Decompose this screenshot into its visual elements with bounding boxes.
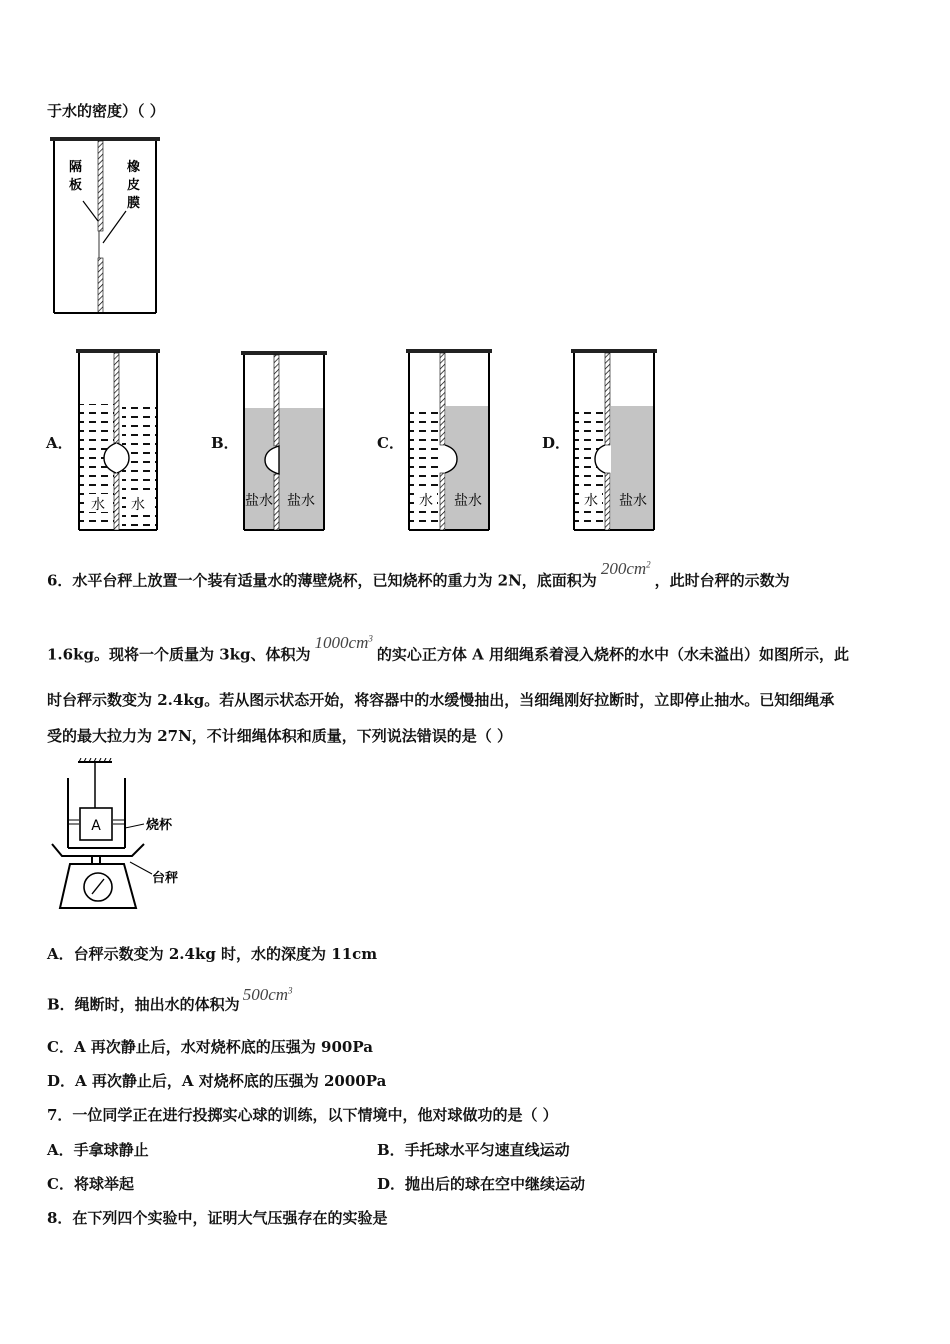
- q7-option-b[interactable]: B．手托球水平匀速直线运动: [377, 1141, 570, 1159]
- q5-option-d-figure[interactable]: [571, 346, 659, 532]
- q6-line2: 1.6kg。现将一个质量为 3kg、体积为$1000cm^3$的实心正方体 A 用细绳系着浸入烧杯的水中（水未溢出）如图所示，此: [47, 632, 849, 664]
- option-a-right-label: 水: [131, 497, 145, 513]
- q6-option-a[interactable]: A．台秤示数变为 2.4kg 时，水的深度为 11cm: [47, 945, 378, 963]
- q6-volume-formula: $1000cm^3$: [314, 632, 373, 652]
- q6-option-d[interactable]: D．A 再次静止后，A 对烧杯底的压强为 2000Pa: [47, 1072, 387, 1090]
- q6-line4: 受的最大拉力为 27N，不计细绳体积和质量，下列说法错误的是（ ）: [47, 727, 513, 745]
- intro-line: 于水的密度）（ ）: [47, 102, 165, 120]
- option-c-left-label: 水: [419, 493, 433, 509]
- option-b-right-label: 盐水: [287, 493, 315, 509]
- q5-option-c-figure[interactable]: [406, 346, 494, 532]
- q6-option-b-formula: $500cm^3$: [242, 984, 293, 1004]
- q6-line3: 时台秤示数变为 2.4kg。若从图示状态开始，将容器中的水缓慢抽出，当细绳刚好拉断时，立即停止抽水。已知细绳承: [47, 691, 835, 709]
- block-a-label: A: [91, 818, 101, 834]
- q7-option-d[interactable]: D．抛出后的球在空中继续运动: [377, 1175, 586, 1193]
- q5-option-a-letter[interactable]: A．: [46, 434, 73, 452]
- q7-option-c[interactable]: C．将球举起: [47, 1175, 134, 1193]
- q5-option-b-letter[interactable]: B．: [211, 434, 239, 452]
- partition-label-2: 板: [69, 178, 83, 193]
- scale-label: 台秤: [152, 871, 179, 886]
- beaker-label: 烧杯: [146, 818, 173, 833]
- q5-option-d-letter[interactable]: D．: [542, 434, 571, 452]
- q5-option-a-figure[interactable]: [76, 346, 164, 532]
- option-b-left-label: 盐水: [245, 493, 273, 509]
- q6-line1: 6．水平台秤上放置一个装有适量水的薄壁烧杯，已知烧杯的重力为 2N，底面积为$200cm^2$，此时台秤的示数为: [47, 558, 790, 590]
- q7-stem: 7．一位同学正在进行投掷实心球的训练，以下情境中，他对球做功的是（ ）: [47, 1106, 558, 1124]
- q6-option-c[interactable]: C．A 再次静止后，水对烧杯底的压强为 900Pa: [47, 1038, 373, 1056]
- svg-text:橡: 橡: [127, 160, 141, 175]
- option-a-left-label: 水: [91, 497, 105, 513]
- partition-label-1: 隔: [69, 160, 83, 175]
- option-d-left-label: 水: [584, 493, 598, 509]
- container-figure: [50, 133, 170, 315]
- q6-area-formula: $200cm^2$: [600, 558, 651, 578]
- beaker-scale-figure: [48, 758, 198, 914]
- q6-option-b[interactable]: B．绳断时，抽出水的体积为$500cm^3$: [47, 984, 293, 1014]
- q5-option-c-letter[interactable]: C．: [377, 434, 404, 452]
- svg-text:膜: 膜: [127, 196, 141, 211]
- q7-option-a[interactable]: A．手拿球静止: [47, 1141, 149, 1159]
- q8-stem: 8．在下列四个实验中，证明大气压强存在的实验是: [47, 1209, 388, 1227]
- svg-text:皮: 皮: [127, 178, 141, 193]
- option-c-right-label: 盐水: [454, 493, 482, 509]
- option-d-right-label: 盐水: [619, 493, 647, 509]
- q5-option-b-figure[interactable]: [241, 350, 329, 532]
